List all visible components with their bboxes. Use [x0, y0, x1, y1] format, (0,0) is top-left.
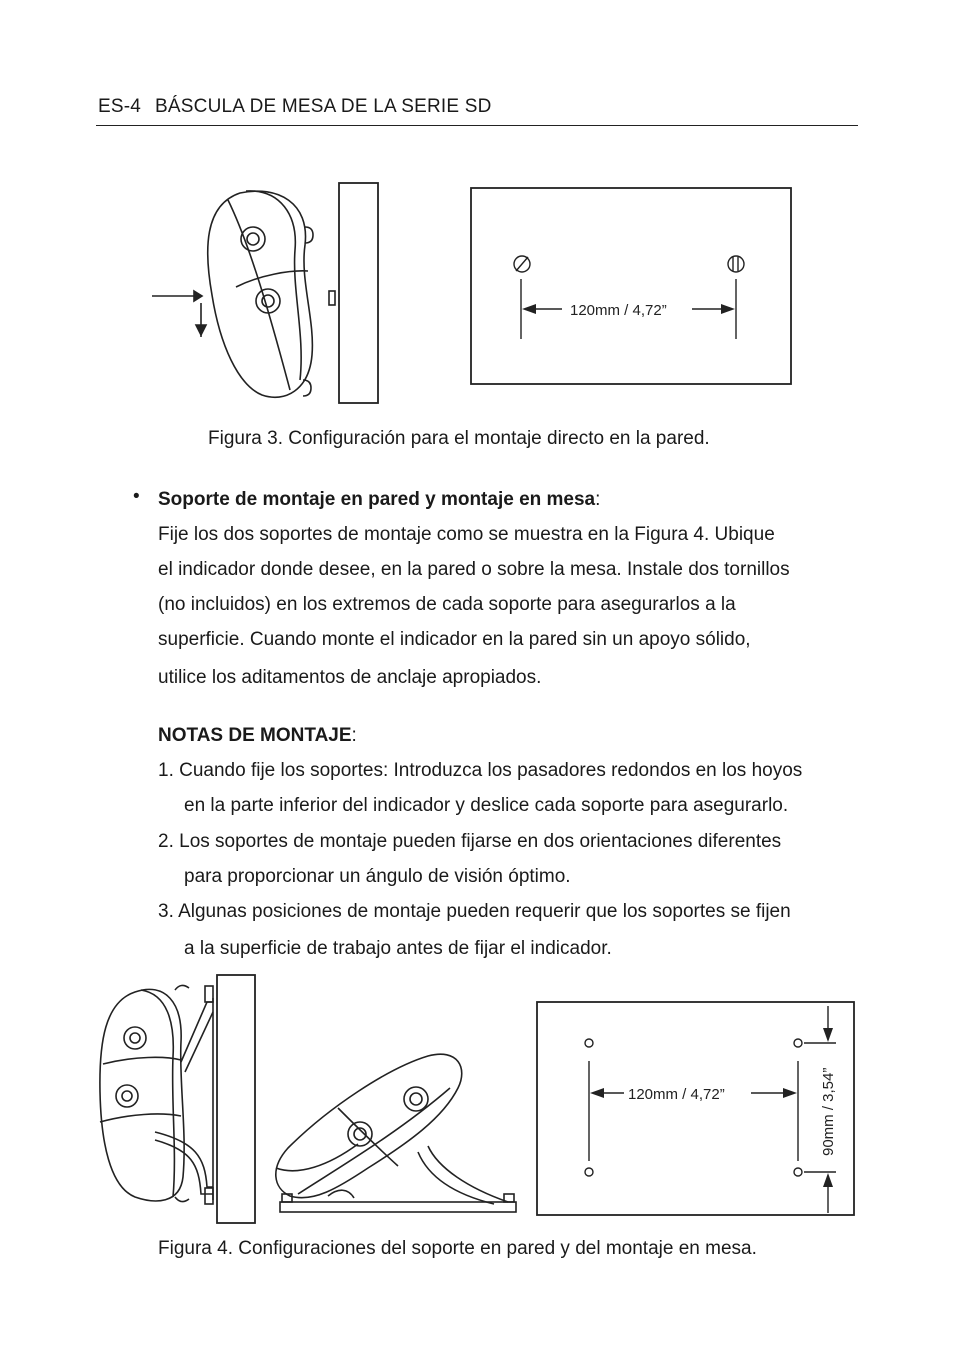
note-item-line: 2. Los soportes de montaje pueden fijarse en dos orientaciones diferentes — [158, 831, 782, 852]
paragraph-line: (no incluidos) en los extremos de cada soporte para asegurarlos a la — [158, 594, 736, 615]
figure3-dimension-label: 120mm / 4,72” — [570, 302, 667, 319]
notes-heading — [158, 718, 357, 753]
figure4-width-label: 120mm / 4,72” — [628, 1086, 725, 1103]
note-item-line: 3. Algunas posiciones de montaje pueden requerir que los soportes se fijen — [158, 901, 791, 922]
notes-heading-text: NOTAS DE MONTAJE — [158, 725, 352, 746]
figure3-template-drawing — [470, 187, 792, 387]
paragraph-line: el indicador donde desee, en la pared o sobre la mesa. Instale dos tornillos — [158, 559, 790, 580]
paragraph-line: utilice los aditamentos de anclaje apropiados. — [158, 667, 542, 688]
header-rule — [96, 125, 858, 126]
figure4-table-mount-drawing — [268, 1048, 528, 1223]
note-item-line: a la superficie de trabajo antes de fijar el indicador. — [184, 938, 612, 959]
figure4-wall-mount-drawing — [95, 972, 265, 1227]
page-number: ES-4 — [98, 96, 142, 117]
note-item-line: para proporcionar un ángulo de visión óptimo. — [184, 866, 571, 887]
figure3-caption: Figura 3. Configuración para el montaje directo en la pared. — [208, 428, 710, 449]
section-heading-colon: : — [595, 489, 601, 510]
paragraph-line: superficie. Cuando monte el indicador en la pared sin un apoyo sólido, — [158, 629, 751, 650]
paragraph-line: Fije los dos soportes de montaje como se muestra en la Figura 4. Ubique — [158, 524, 775, 545]
section-heading — [158, 482, 600, 517]
figure4-caption: Figura 4. Configuraciones del soporte en pared y del montaje en mesa. — [158, 1238, 757, 1259]
figure4-template-drawing — [536, 1001, 856, 1218]
page-header — [98, 96, 492, 118]
note-item-line: en la parte inferior del indicador y deslice cada soporte para asegurarlo. — [184, 795, 789, 816]
notes-heading-colon: : — [351, 725, 357, 746]
figure4-height-label: 90mm / 3,54” — [820, 1067, 837, 1156]
document-title: BÁSCULA DE MESA DE LA SERIE SD — [155, 96, 492, 117]
figure3-indicator-drawing — [140, 175, 400, 415]
section-heading-text: Soporte de montaje en pared y montaje en mesa — [158, 489, 596, 510]
bullet-marker: • — [133, 486, 140, 507]
note-item-line: 1. Cuando fije los soportes: Introduzca los pasadores redondos en los hoyos — [158, 760, 803, 781]
